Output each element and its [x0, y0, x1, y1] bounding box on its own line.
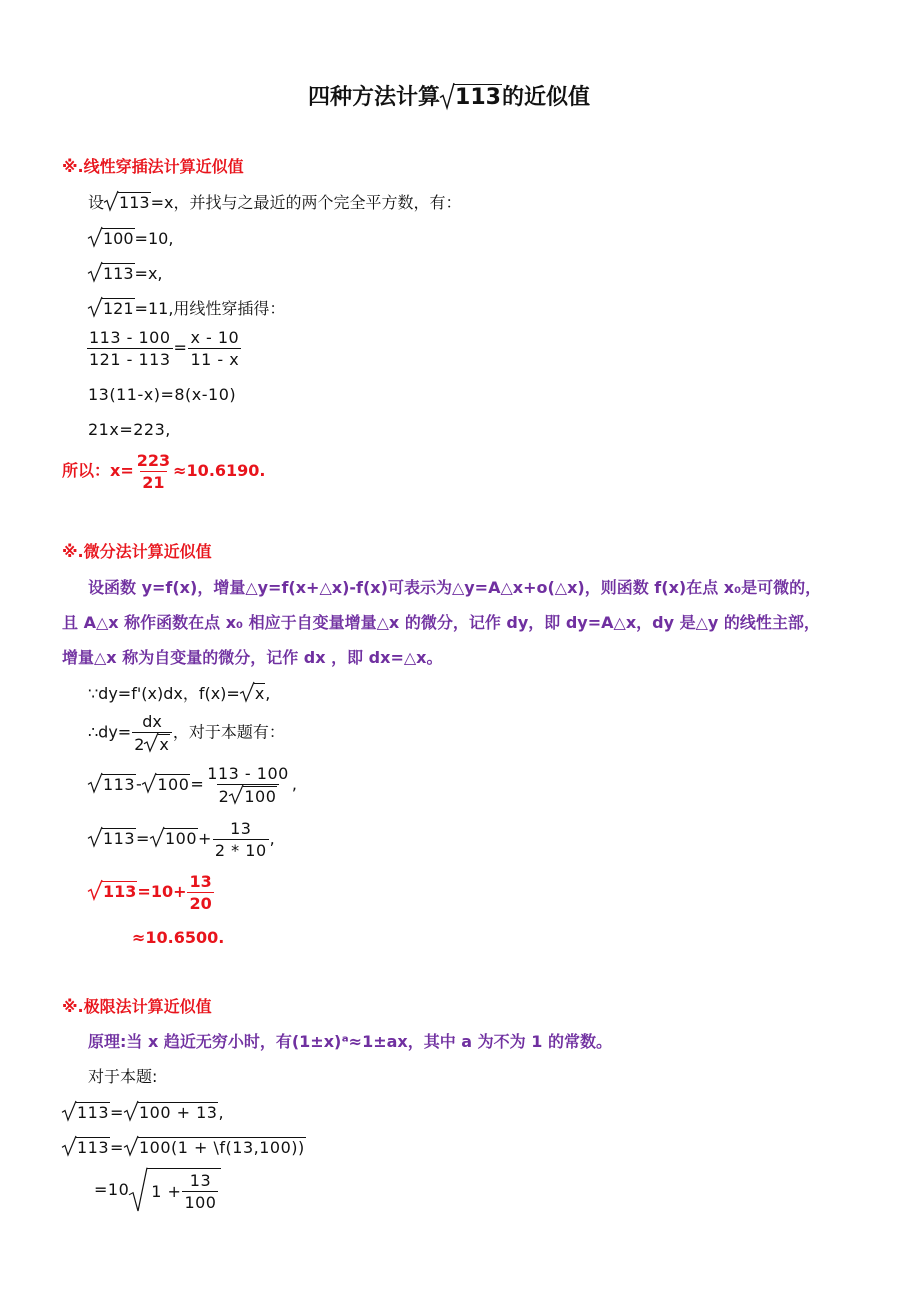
- den-prefix: 2: [218, 787, 230, 806]
- diff-paragraph-3: 增量△x 称为自变量的微分，记作 dx ，即 dx=△x。: [62, 648, 443, 667]
- sqrt-icon: [440, 84, 502, 111]
- sqrt100-line: [88, 228, 173, 249]
- denominator: 100: [184, 1193, 217, 1212]
- title-suffix: 的近似值: [501, 85, 590, 110]
- denominator: 11 - x: [190, 350, 240, 369]
- numerator: 223: [136, 451, 171, 470]
- sqrt-icon: [144, 734, 169, 754]
- fraction: [205, 764, 291, 806]
- fraction: [188, 328, 241, 369]
- intro-text-b: =x，并找与之最近的两个完全平方数，有：: [150, 193, 462, 212]
- sqrt-icon: [88, 828, 136, 849]
- fraction: [135, 451, 172, 492]
- linear-line-a: 13(11-x)=8(x-10): [88, 385, 237, 404]
- radicand: 113: [119, 193, 150, 212]
- diff-paragraph-1: 设函数 y=f(x)，增量△y=f(x+△x)-f(x)可表示为△y=A△x+o(△x)，则函数 f(x)在点 x₀是可微的，: [88, 578, 822, 597]
- denominator: 21: [142, 473, 165, 492]
- sqrt-icon: [62, 1137, 110, 1158]
- plus: +: [198, 829, 212, 848]
- sqrt-icon: [142, 774, 190, 795]
- radicand: x: [254, 684, 265, 703]
- one-plus: 1 +: [151, 1181, 182, 1201]
- title-radicand: 113: [455, 85, 501, 110]
- therefore-line: [88, 712, 285, 754]
- numerator: 13: [189, 1171, 212, 1190]
- fraction: [132, 712, 172, 754]
- result-prefix: 所以：x=: [62, 461, 134, 480]
- linear-line-b: 21x=223,: [88, 420, 171, 439]
- radicand: x: [159, 735, 169, 754]
- sqrt-icon: [150, 828, 198, 849]
- because-tail: ,: [265, 684, 271, 703]
- therefore-tail: ，对于本题有：: [172, 722, 285, 742]
- section-heading-linear: ※.线性穿插法计算近似值: [62, 157, 244, 176]
- because-text: ∵dy=f'(x)dx，f(x)=: [88, 684, 240, 703]
- sqrt-icon: [124, 1137, 306, 1158]
- therefore-text: ∴dy=: [88, 722, 132, 742]
- sqrt-icon: [104, 192, 151, 213]
- fraction: [87, 328, 173, 369]
- radicand: 100(1 + \f(13,100)): [138, 1138, 305, 1157]
- radicand: 100: [103, 229, 134, 248]
- equals: =10+: [137, 882, 187, 901]
- linear-fraction-equation: [86, 328, 242, 369]
- radicand: [147, 1168, 221, 1212]
- sqrt-icon: [229, 786, 277, 806]
- eq-text: =x,: [134, 264, 163, 283]
- equals: =: [173, 338, 188, 357]
- radicand: 100: [157, 774, 190, 794]
- minus: -: [136, 774, 143, 794]
- linear-result: [62, 451, 266, 492]
- radicand: 113: [103, 264, 134, 283]
- diff-paragraph-2: 且 A△x 称作函数在点 x₀ 相应于自变量增量△x 的微分，记作 dy，即 dy=A△x，dy 是△y 的线性主部，: [62, 613, 820, 632]
- sqrt-icon: [88, 774, 136, 795]
- sqrt121-line: [88, 298, 285, 319]
- radicand: 113: [103, 774, 136, 794]
- denominator: 2 * 10: [214, 841, 267, 860]
- limit-principle: 原理:当 x 趋近无穷小时，有(1±x)ᵃ≈1±ax，其中 a 为不为 1 的常数。: [88, 1032, 612, 1051]
- sqrt-icon: [88, 298, 135, 319]
- denominator: 121 - 113: [89, 350, 171, 369]
- radicand: 113: [77, 1103, 110, 1122]
- numerator: dx: [142, 712, 162, 731]
- sqrt-icon: [88, 881, 137, 902]
- limit-for-problem: 对于本题:: [88, 1067, 158, 1086]
- radicand: 113: [77, 1138, 110, 1157]
- radicand: 100 + 13: [138, 1103, 218, 1122]
- equals: =: [190, 774, 205, 794]
- tail: ,: [269, 829, 276, 848]
- sqrt-icon: [124, 1102, 218, 1123]
- denominator: [132, 732, 172, 754]
- linear-intro: [88, 192, 461, 213]
- denominator: [217, 784, 280, 806]
- because-line: [88, 683, 270, 704]
- denominator: 20: [189, 894, 212, 913]
- sqrt-icon: [88, 263, 135, 284]
- equals: =: [110, 1103, 124, 1122]
- diff-line-2: [88, 819, 275, 860]
- radicand: 113: [103, 882, 137, 901]
- result-suffix: ≈10.6190.: [173, 461, 266, 480]
- section-heading-differential: ※.微分法计算近似值: [62, 542, 212, 561]
- page-title: [308, 84, 590, 111]
- radicand: 121: [103, 299, 134, 318]
- sqrt-icon: [62, 1102, 110, 1123]
- limit-line-3: [94, 1168, 221, 1212]
- limit-line-1: [62, 1102, 224, 1123]
- eq-text: =11,用线性穿插得：: [134, 299, 286, 318]
- sqrt-icon: [129, 1168, 221, 1212]
- eq-text: =10,: [134, 229, 174, 248]
- prefix: =10: [94, 1180, 130, 1199]
- fraction: [187, 872, 213, 913]
- den-prefix: 2: [134, 735, 145, 754]
- numerator: 113 - 100: [207, 764, 289, 783]
- tail: ,: [291, 774, 298, 794]
- equals: =: [110, 1138, 124, 1157]
- sqrt-icon: [240, 683, 265, 704]
- numerator: 13: [189, 872, 212, 891]
- radicand: 113: [103, 829, 136, 848]
- diff-line-1: [88, 764, 297, 806]
- radicand: 100: [164, 829, 197, 848]
- fraction: [213, 819, 269, 860]
- tail: ,: [218, 1103, 225, 1122]
- limit-line-2: [62, 1137, 306, 1158]
- section-heading-limit: ※.极限法计算近似值: [62, 997, 212, 1016]
- intro-text-a: 设: [88, 193, 105, 212]
- numerator: 113 - 100: [89, 328, 171, 347]
- numerator: 13: [230, 819, 252, 838]
- fraction: [182, 1171, 218, 1212]
- sqrt-icon: [88, 228, 135, 249]
- equals: =: [136, 829, 150, 848]
- sqrt113-line: [88, 263, 163, 284]
- radicand: 100: [244, 787, 277, 806]
- title-prefix: 四种方法计算: [308, 85, 441, 110]
- numerator: x - 10: [190, 328, 240, 347]
- diff-line-3: [88, 872, 215, 913]
- diff-line-4: ≈10.6500.: [132, 928, 225, 947]
